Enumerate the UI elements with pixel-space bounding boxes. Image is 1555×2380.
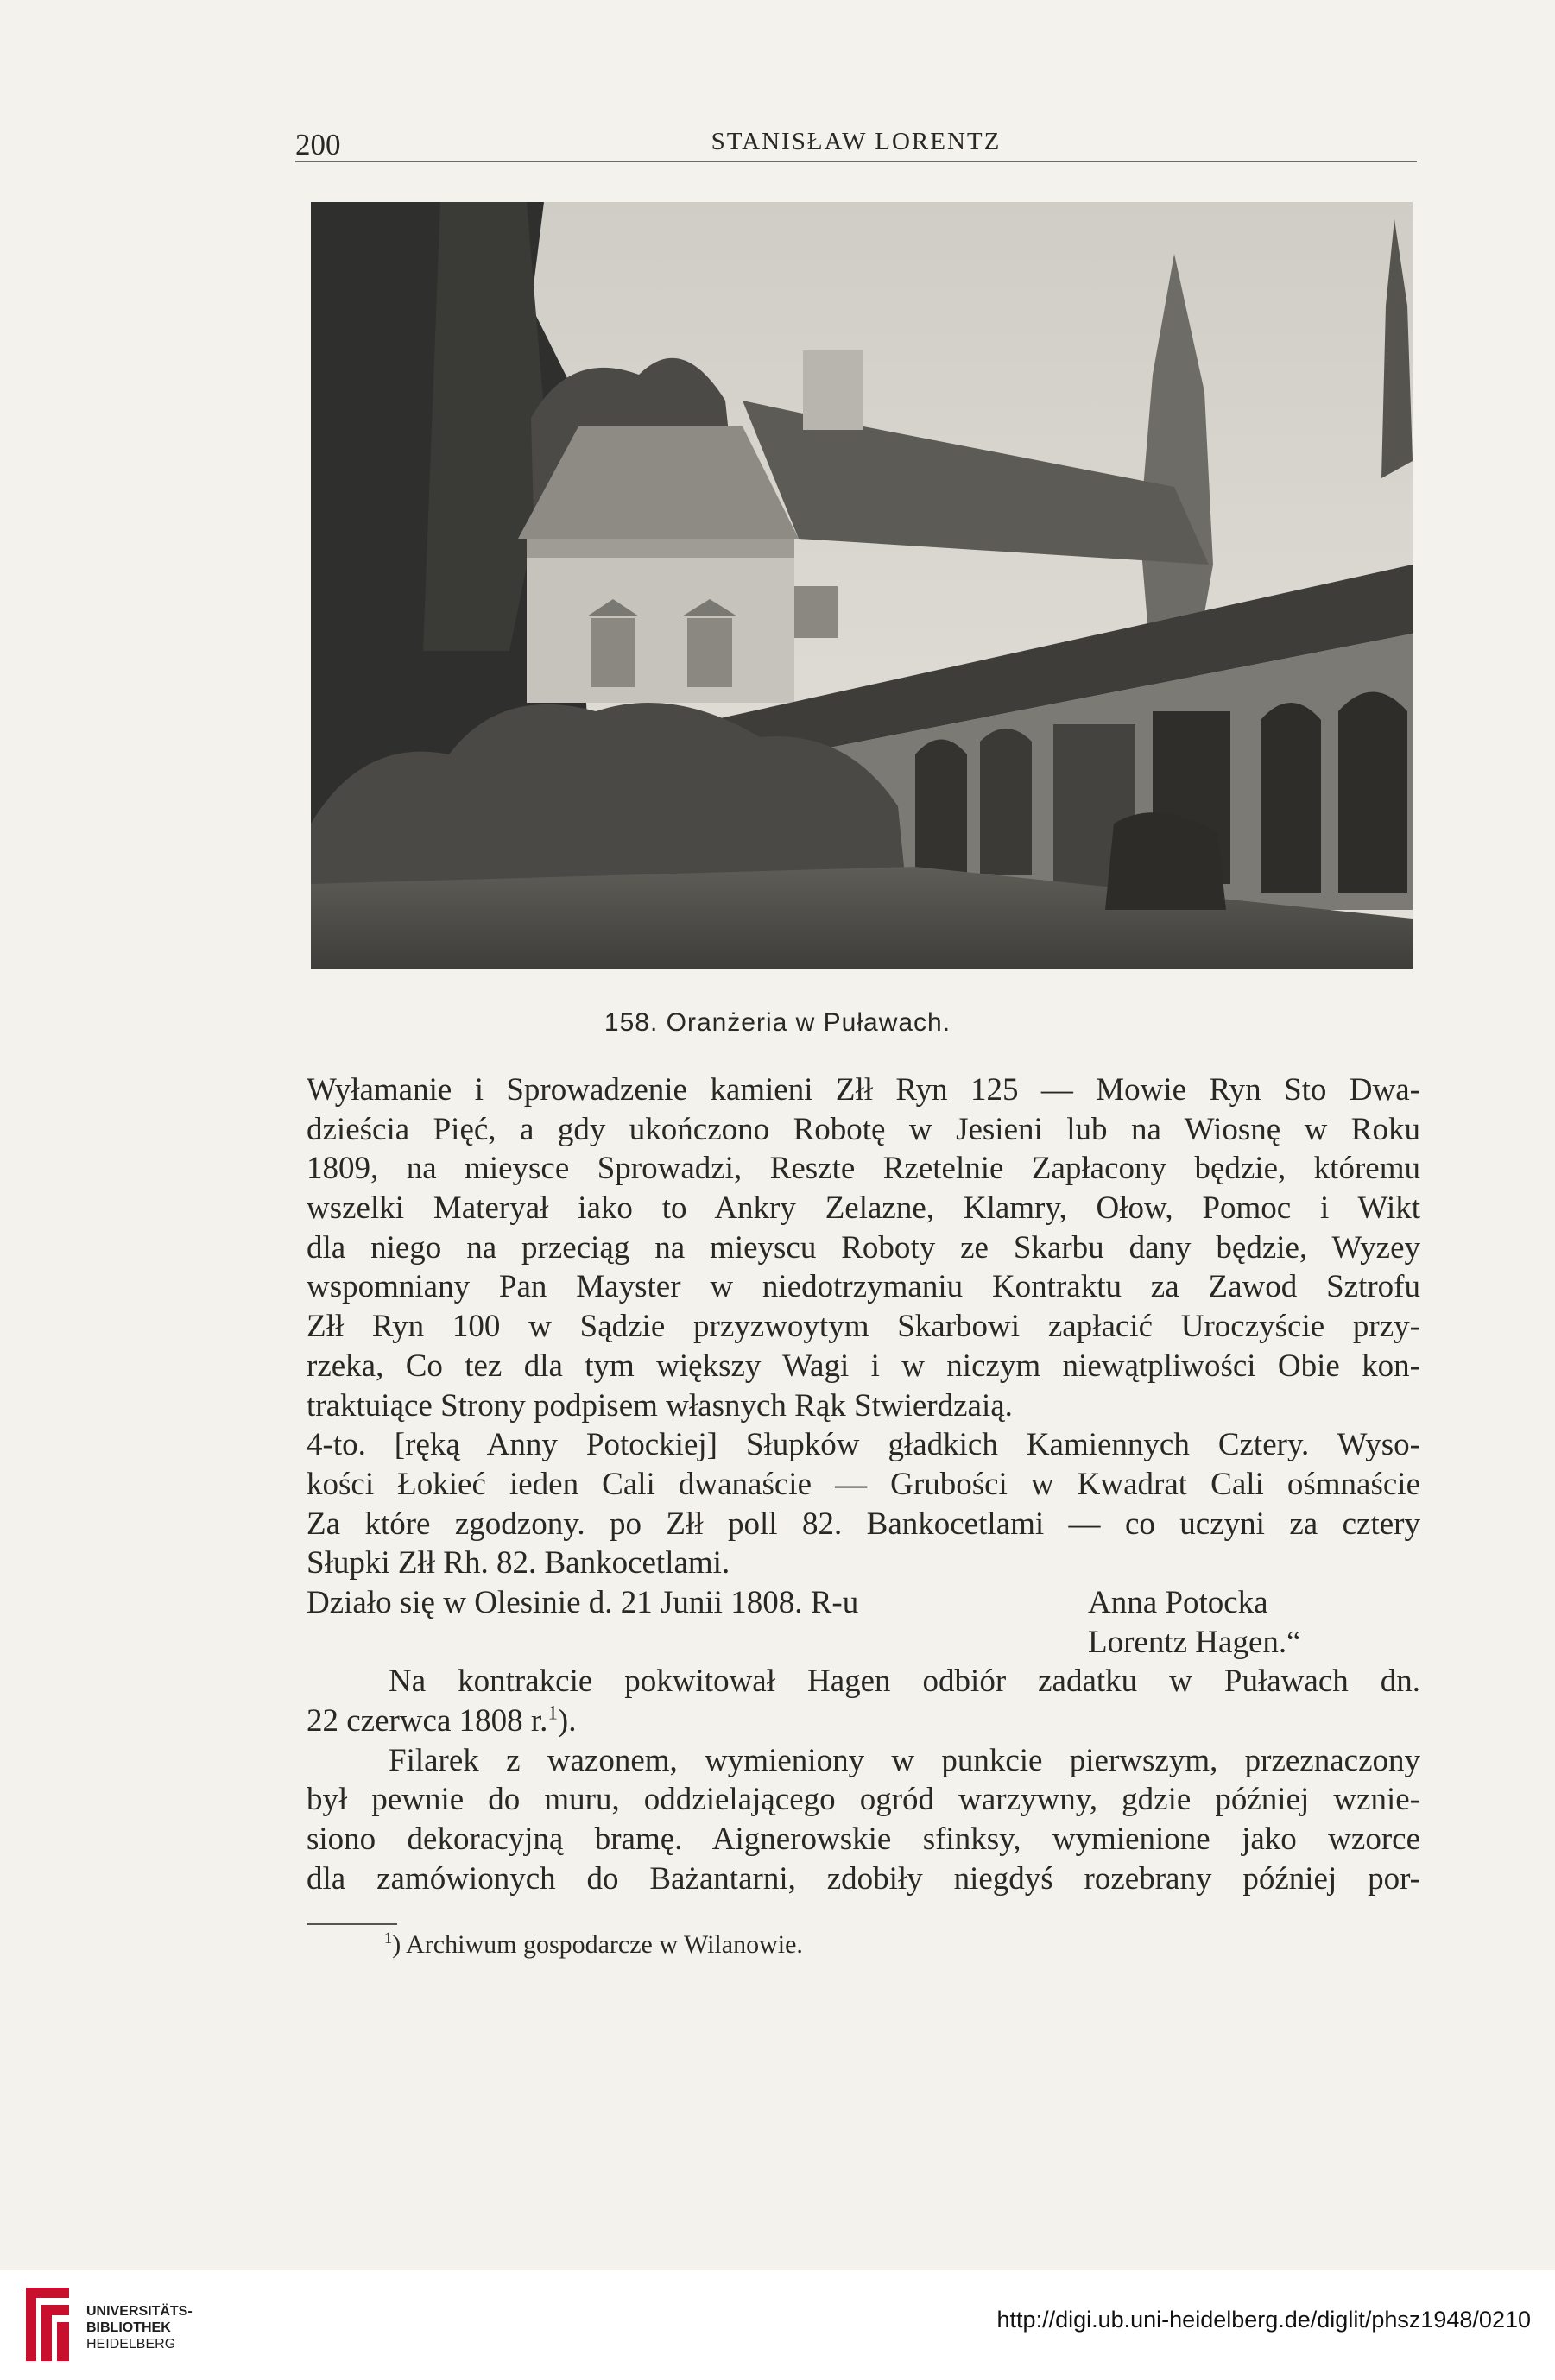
source-url-link[interactable]: http://digi.ub.uni-heidelberg.de/diglit/phsz1948/0210: [996, 2307, 1531, 2333]
running-head: [295, 128, 1417, 162]
signature-place-date: Działo się w Olesinie d. 21 Junii 1808. R-u: [307, 1584, 859, 1620]
footnote-text: ) Archiwum gospodarcze w Wilanowie.: [392, 1930, 803, 1959]
running-title: STANISŁAW LORENTZ: [711, 128, 1002, 155]
text-line: Słupki Złł Rh. 82. Bankocetlami.: [307, 1545, 730, 1581]
text-line: dla niego na przeciąg na mieyscu Roboty ze Skarbu dany będzie, Wyzey: [307, 1229, 1420, 1266]
text-line: dzieścia Pięć, a gdy ukończono Robotę w Jesieni lub na Wiosnę w Roku: [307, 1111, 1420, 1147]
signature-potocka: Anna Potocka: [1088, 1584, 1268, 1620]
library-name-line: BIBLIOTHEK: [86, 2320, 171, 2335]
text-fragment: 22 czerwca 1808 r.: [307, 1703, 548, 1739]
page-number: 200: [295, 128, 341, 161]
library-name: [86, 2303, 193, 2352]
signature-hagen: Lorentz Hagen.“: [1088, 1624, 1301, 1660]
text-line: dla zamówionych do Bażantarni, zdobiły niegdyś rozebrany później por-: [307, 1860, 1420, 1897]
footnote: [384, 1930, 803, 1960]
library-name-line: UNIVERSITÄTS-: [86, 2304, 193, 2319]
text-line: Złł Ryn 100 w Sądzie przyzwoytym Skarbowi zapłacić Uroczyście przy-: [307, 1309, 1420, 1345]
text-line: traktuiące Strony podpisem własnych Rąk Stwierdzaią.: [307, 1387, 1013, 1424]
text-line: Za które zgodzony. po Złł poll 82. Bankocetlami — co uczyni za cztery: [307, 1506, 1420, 1542]
signature-row: [307, 1583, 1420, 1623]
text-line: Na kontrakcie pokwitował Hagen odbiór zadatku w Puławach dn.: [389, 1663, 1420, 1700]
footnote-mark: 1: [384, 1929, 393, 1948]
text-line: [307, 1701, 1420, 1741]
signature-row: [307, 1623, 1420, 1663]
footnote-reference: 1: [547, 1701, 558, 1724]
text-line: 4-to. [ręką Anny Potockiej] Słupków gładkich Kamiennych Cztery. Wyso-: [307, 1427, 1420, 1463]
text-line: rzeka, Co tez dla tym większy Wagi i w niczym niewątpliwości Obie kon-: [307, 1348, 1420, 1384]
text-line: wszelki Materyał iako to Ankry Zelazne, Klamry, Ołow, Pomoc i Wikt: [307, 1190, 1420, 1227]
text-line: 1809, na mieysce Sprowadzi, Reszte Rzetelnie Zapłacony będzie, któremu: [307, 1151, 1420, 1187]
text-line: siono dekoracyjną bramę. Aignerowskie sfinksy, wymienione jako wzorce: [307, 1821, 1420, 1858]
text-line: Filarek z wazonem, wymieniony w punkcie pierwszym, przeznaczony: [389, 1742, 1420, 1778]
footer-bar: [0, 2270, 1555, 2380]
library-logo-icon: [17, 2279, 78, 2365]
text-line: wspomniany Pan Mayster w niedotrzymaniu Kontraktu za Zawod Sztrofu: [307, 1269, 1420, 1305]
library-name-line: HEIDELBERG: [86, 2337, 176, 2352]
footnote-divider: [307, 1923, 397, 1925]
text-line: kości Łokieć ieden Cali dwanaście — Grubości w Kwadrat Cali ośmnaście: [307, 1466, 1420, 1502]
figure-caption: 158. Oranżeria w Puławach.: [604, 1008, 951, 1037]
text-fragment: ).: [557, 1703, 577, 1739]
text-line: Wyłamanie i Sprowadzenie kamieni Złł Ryn 125 — Mowie Ryn Sto Dwa-: [307, 1072, 1420, 1108]
text-line: był pewnie do muru, oddzielającego ogród warzywny, gdzie później wznie-: [307, 1782, 1420, 1818]
body-text: [307, 1070, 1420, 1898]
orangery-illustration: [311, 202, 1413, 969]
